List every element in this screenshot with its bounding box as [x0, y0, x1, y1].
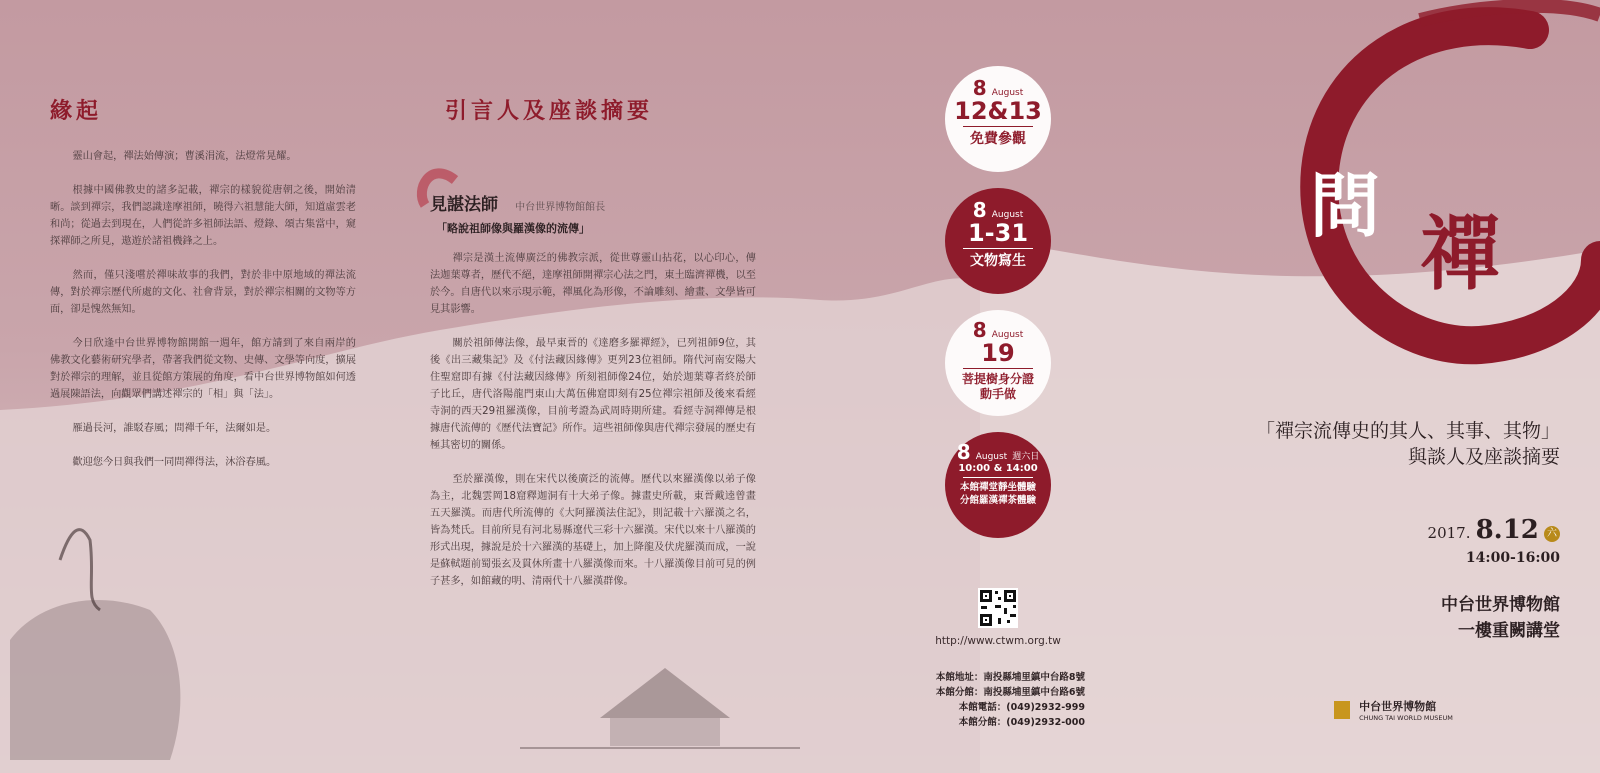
- logo-name-cn: 中台世界博物館: [1359, 700, 1437, 713]
- intro-paragraph: 今日欣逢中台世界博物館開館一週年，館方請到了來自兩岸的佛教文化藝術研究學者，帶著我們從文物、史傳、文學等向度，擴展對於禪宗的理解，並且從館方策展的角度，看中台世界博物館如何透過展陳語法，向觀眾們講述禪宗的「相」與「法」。: [50, 338, 356, 400]
- logo-name-en: CHUNG TAI WORLD MUSEUM: [1359, 714, 1453, 722]
- summary-paragraph: 關於祖師傳法像，最早東晉的《達磨多羅禪經》，已列祖師9位，其後《出三藏集記》及《付法藏因緣傳》更列23位祖師。隋代河南安陽大住聖窟即有據《付法藏因緣傳》所刻祖師像24位，始於迦葉尊者終於師子比丘，唐代洛陽龍門東山大萬伍佛窟即刻有25位禪宗祖師及後來看經寺洞的西天29祖羅漢像，目前考證為武周時期所建。看經寺洞禪傳是根據唐代流傳的《歷代法寶記》所作。這些祖師像與唐代禪宗發展的歷史有極其密切的關係。: [430, 338, 756, 451]
- summary-paragraph: 至於羅漢像，則在宋代以後廣泛的流傳。歷代以來羅漢像以弟子像為主，北魏雲岡18窟釋迦洞有十大弟子像。據畫史所載，東晉戴逵曾畫五天羅漢。而唐代所流傳的《大阿羅漢法住記》，則記載十六羅漢之名，皆為梵氏。目前所見有河北易縣遼代三彩十六羅漢。宋代以來十八羅漢的形式出現，據說是於十六羅漢的基礎上，加上降龍及伏虎羅漢而成，一說是蘇軾題前蜀張玄及貫休所畫十八羅漢像而來。十八羅漢像目前可見的例子甚多，如館藏的明、清兩代十八羅漢群像。: [430, 474, 756, 587]
- contact-line: 本館分館：南投縣埔里鎮中台路6號: [935, 687, 1085, 698]
- cover-date: [1260, 515, 1560, 545]
- intro-paragraph: 然而，僅只淺嚐於禪味故事的我們，對於非中原地域的禪法流傳，對於禪宗歷代所處的文化、社會背景，對於禪宗相關的文物等方面，卻是愧然無知。: [50, 270, 356, 315]
- date-year: 2017.: [1427, 524, 1471, 542]
- qr-code-icon: [978, 588, 1018, 628]
- speaker-role: 中台世界博物館館長: [515, 202, 606, 213]
- event-label: 免費參觀: [970, 131, 1026, 147]
- event-month: August: [975, 452, 1008, 462]
- speaker-name: 見諶法師: [430, 195, 498, 215]
- cover-subtitle-line1: 「禪宗流傳史的其人、其事、其物」: [1255, 420, 1560, 442]
- event-sketching: [945, 188, 1051, 294]
- event-date: 12&13: [954, 97, 1042, 125]
- event-bodhi-card: [945, 310, 1051, 416]
- intro-title: 緣起: [50, 98, 103, 124]
- intro-text: [50, 148, 356, 488]
- event-month-num: 8: [972, 76, 987, 100]
- intro-paragraph: 根據中國佛教史的諸多記載，禪宗的樣貌從唐朝之後，開始清晰。談到禪宗，我們認識達摩祖師，曉得六祖慧能大師，知道虛雲老和尚；從過去到現在，人們從許多祖師法語、燈錄、頌古集當中，窺探禪師之所見，遨遊於諸祖機鋒之上。: [50, 185, 356, 247]
- museum-logo: [1334, 698, 1453, 722]
- event-label: 文物寫生: [970, 253, 1026, 269]
- date-weekday-badge: 六: [1544, 526, 1560, 542]
- intro-paragraph: 靈山會起，禪法始傳演；曹溪涓流，法燈常晃耀。: [72, 151, 297, 162]
- event-date: 19: [981, 339, 1015, 367]
- intro-paragraph: 雁過長河，誰駁春風；問禪千年，法爾如是。: [72, 423, 277, 434]
- summary-paragraph: 禪宗是漢土流傳廣泛的佛教宗派，從世尊靈山拈花，以心印心，傳法迦葉尊者，歷代不絕，達摩祖師開禪宗心法之門，東土臨濟禪機，以至於今。自唐代以來示現示範，禪風化為形像，不論雕刻、繪畫、文學皆可見其影響。: [430, 253, 756, 315]
- cover-character-ask: 問: [1310, 164, 1380, 247]
- event-date: 1-31: [967, 219, 1029, 247]
- event-month-num: 8: [956, 440, 971, 464]
- event-label: 菩提樹身分證動手做: [961, 372, 1034, 401]
- summary-title: 引言人及座談摘要: [445, 98, 654, 124]
- talk-title: 「略說祖師像與羅漢像的流傳」: [436, 222, 590, 235]
- event-month-num: 8: [972, 198, 987, 222]
- date-month-day: 8.12: [1475, 515, 1539, 545]
- venue-line2: 一樓重闕講堂: [1458, 621, 1560, 641]
- cover-time: 14:00-16:00: [1465, 550, 1560, 566]
- summary-text: [430, 250, 756, 607]
- event-day: 週六日: [1012, 452, 1040, 462]
- event-time: 10:00 & 14:00: [958, 463, 1038, 474]
- event-meditation: [945, 432, 1051, 538]
- contact-line: 本館地址：南投縣埔里鎮中台路8號: [935, 672, 1085, 683]
- event-month-num: 8: [972, 318, 987, 342]
- contact-line: 本館分館：(049)2932-000: [958, 717, 1085, 728]
- cover-subtitle-line2: 與談人及座談摘要: [1407, 446, 1560, 468]
- event-month: August: [991, 210, 1024, 220]
- website-link[interactable]: http://www.ctwm.org.tw: [935, 635, 1061, 647]
- contact-line: 本館電話：(049)2932-999: [958, 702, 1085, 713]
- cover-venue: [1260, 592, 1560, 644]
- event-month: August: [991, 330, 1024, 340]
- contact-info: [885, 670, 1085, 730]
- logo-mark-icon: [1334, 701, 1350, 719]
- event-label-1: 本館禪堂靜坐體驗: [959, 482, 1036, 493]
- event-month: August: [991, 88, 1024, 98]
- event-label-2: 分館羅漢禪茶體驗: [959, 495, 1036, 506]
- speaker-header: [430, 190, 605, 215]
- venue-line1: 中台世界博物館: [1441, 595, 1560, 615]
- cover-character-zen: 禪: [1420, 207, 1500, 301]
- intro-paragraph: 歡迎您今日與我們一同問禪得法，沐浴春風。: [72, 457, 277, 468]
- cover-subtitle: [1160, 418, 1560, 470]
- event-free-visit: [945, 66, 1051, 172]
